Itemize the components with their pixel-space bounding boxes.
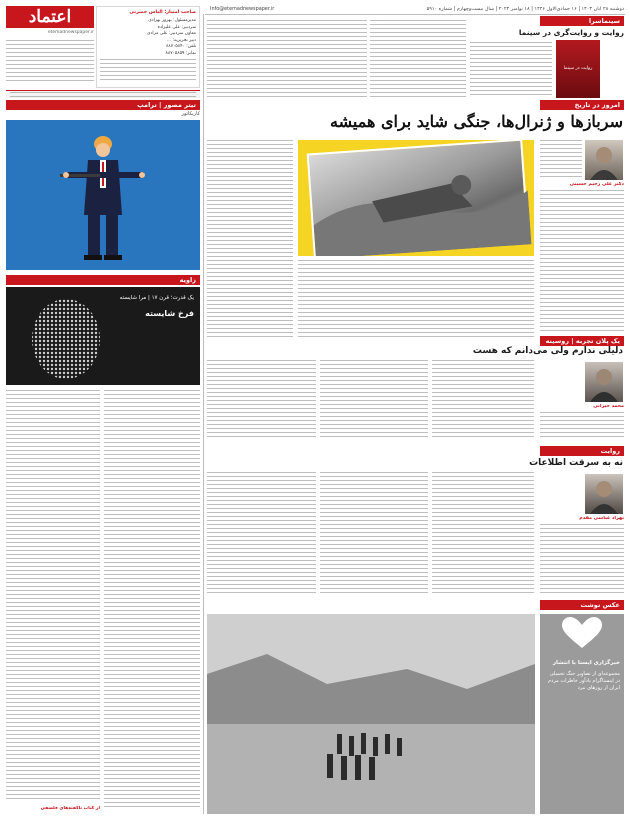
third-text-c1	[432, 472, 534, 594]
masthead-logo: اعتماد	[28, 7, 72, 27]
tank-wreck-icon	[309, 140, 532, 256]
staff-line: معاون سردبیر: علی مرادی	[147, 31, 196, 36]
section-today-history: امروز در تاریخ	[540, 100, 624, 110]
cartoon-caption: کاریکاتور	[181, 111, 200, 117]
masthead-ribbon	[6, 90, 200, 98]
masthead-text-block	[6, 40, 94, 84]
section-cinema: سینماسرا	[540, 16, 624, 26]
staff-box	[96, 6, 200, 88]
cinema-headline: روایت و روایت‌گری در سینما	[518, 28, 624, 37]
heart-icon	[540, 614, 624, 654]
author-avatar-icon	[585, 474, 623, 514]
cinema-text-mid	[370, 20, 466, 98]
masthead-logo-block	[6, 6, 94, 28]
book-cover-title: روایت در سینما	[563, 66, 593, 71]
lead-headline: سربازها و ژنرال‌ها، جنگی شاید برای همیشه	[330, 112, 623, 131]
essay-footer: از کتاب ناگفته‌های فلسفی	[40, 806, 100, 811]
second-text-c3	[207, 360, 316, 440]
war-photo-frame	[298, 140, 534, 256]
third-author: بهزاد عباسی مقدم	[579, 516, 624, 521]
date-line: دوشنبه ۲۸ آبان ۱۴۰۳ | ۱۶ جمادی‌الاول ۱۴۴۶ | ۱۸ نوامبر ۲۰۲۴ | سال بیست‌وچهارم | شماره ۵۹۱۰	[426, 6, 624, 12]
quote-title: یک قدرت؛ قرن ۱۷ | مرا شایسته	[119, 295, 194, 301]
third-text-c2	[320, 472, 428, 594]
third-text-c3	[207, 472, 316, 594]
cinema-text-left	[207, 20, 367, 98]
second-author: محمد حیرانی	[593, 404, 624, 409]
second-text-c2	[320, 360, 428, 440]
staff-line: نمابر: ۸۸۷۰۵۸۵۹	[165, 50, 196, 56]
staff-fineprint	[100, 59, 196, 81]
staff-line: سردبیر: علی علیزاده	[157, 24, 196, 30]
third-headline: نه به سرقت اطلاعات	[529, 458, 623, 468]
third-text-right	[540, 524, 624, 594]
cartoon-image	[6, 120, 200, 270]
staff-box-title: صاحب امتیاز: الیاس حضرتی	[129, 10, 196, 15]
essay-col-left	[6, 390, 100, 802]
second-author-photo	[585, 362, 623, 402]
trump-cartoon-icon	[6, 120, 200, 270]
section-blue-label: یک پلان تجربه | روسینه	[540, 336, 624, 346]
section-left-mid: زاویه	[6, 275, 200, 285]
divider	[203, 14, 204, 814]
email-line: Info@etemadnewspaper.ir	[210, 6, 275, 12]
caption-title: خبرگزاری ایسنا با انتشار	[552, 660, 620, 666]
staff-line: مدیرمسئول: بهروز بهزادی	[148, 18, 196, 23]
lead-author-photo	[585, 140, 623, 180]
book-cover	[556, 40, 600, 98]
author-avatar-icon	[585, 362, 623, 402]
masthead-email-line	[6, 30, 94, 35]
lead-text-left	[207, 140, 293, 340]
lead-text-right	[540, 190, 624, 332]
essay-col-right	[104, 390, 200, 808]
lead-author: دکتر علی‌ رحیم حسینی	[569, 182, 624, 187]
portrait-block	[6, 287, 200, 385]
lead-text-mid	[298, 260, 534, 340]
second-text-c1	[432, 360, 534, 440]
quote-sub: فرخ شایسته	[145, 309, 194, 318]
lead-text-right2	[540, 140, 582, 180]
caption-panel	[540, 614, 624, 814]
author-avatar-icon	[585, 140, 623, 180]
soldiers-march-icon	[207, 614, 535, 814]
bottom-photo	[207, 614, 535, 814]
second-headline: دلیلی ندارم ولی می‌دانم که هست	[472, 346, 623, 356]
staff-line: تلفن: ۸۸۷۰۵۸۴۰	[166, 44, 196, 49]
third-author-photo	[585, 474, 623, 514]
section-caption-strip: عکس نوشت	[540, 600, 624, 610]
staff-line: دبیر تحریریه: ...	[166, 37, 196, 43]
section-narrative: روایت	[540, 446, 624, 456]
cinema-text-right	[470, 42, 552, 98]
section-left-top: تیتر مصور | ترامپ	[6, 100, 200, 110]
masthead-site: etemadnewspaper.ir	[47, 30, 94, 35]
caption-text: مجموعه‌ای از تصاویر جنگ تحمیلی در اینستاگرام یادآور خاطرات مردم ایران از روزهای نبرد	[548, 671, 620, 691]
second-text-right	[540, 412, 624, 440]
header-rule	[205, 14, 625, 15]
war-photo	[307, 140, 530, 256]
